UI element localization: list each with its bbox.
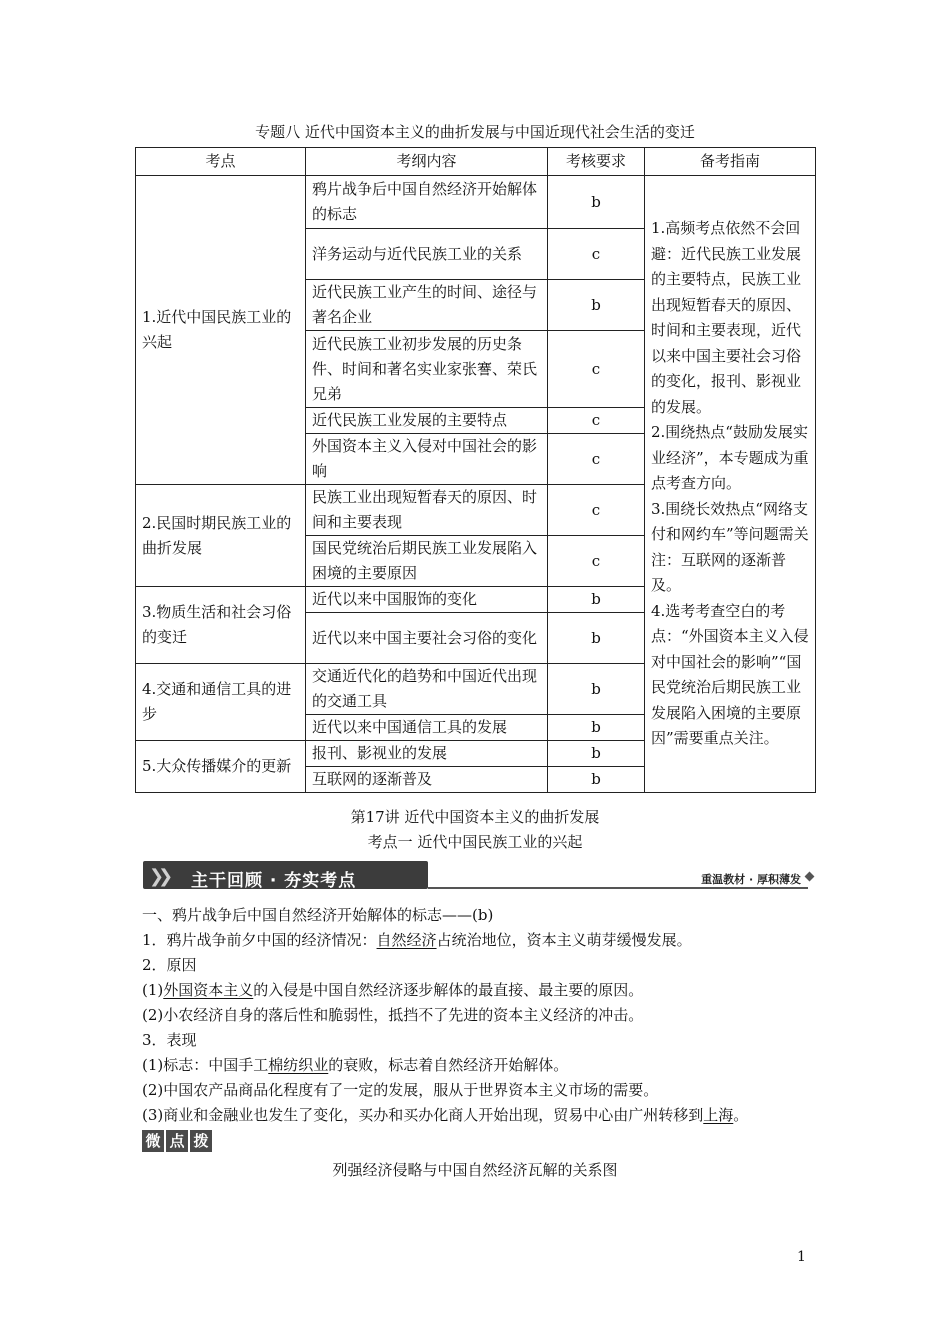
tip-char: 拨: [190, 1130, 212, 1152]
group-name: 3.物质生活和社会习俗的变迁: [136, 587, 306, 664]
requirement-cell: b: [548, 664, 645, 715]
content-cell: 互联网的逐渐普及: [306, 767, 548, 793]
group-name: 5.大众传播媒介的更新: [136, 741, 306, 793]
requirement-cell: b: [548, 176, 645, 229]
content-cell: 报刊、影视业的发展: [306, 741, 548, 767]
banner-main-text: 主干回顾 · 夯实考点: [191, 871, 357, 891]
tip-char: 微: [142, 1130, 164, 1152]
paragraph: (2)小农经济自身的落后性和脆弱性，抵挡不了先进的资本主义经济的冲击。: [142, 1006, 644, 1024]
underlined-term: 棉纺织业: [268, 1056, 329, 1074]
header-kaodian: 考点: [136, 148, 306, 176]
content-cell: 近代民族工业发展的主要特点: [306, 408, 548, 434]
content-cell: 外国资本主义入侵对中国社会的影响: [306, 434, 548, 485]
underlined-term: 外国资本主义: [163, 981, 254, 999]
table-row: [136, 176, 816, 229]
banner-divider: [428, 887, 808, 889]
section-banner: [143, 859, 815, 891]
paragraph: 3．表现: [142, 1031, 197, 1049]
requirement-cell: c: [548, 485, 645, 536]
requirement-cell: b: [548, 715, 645, 741]
content-cell: 近代民族工业初步发展的历史条件、时间和著名实业家张謇、荣氏兄弟: [306, 331, 548, 408]
underlined-term: 自然经济: [376, 931, 437, 949]
requirement-cell: b: [548, 280, 645, 331]
group-name: 4.交通和通信工具的进步: [136, 664, 306, 741]
content-cell: 民族工业出现短暂春天的原因、时间和主要表现: [306, 485, 548, 536]
exam-outline-table: [135, 147, 816, 793]
header-content: 考纲内容: [306, 148, 548, 176]
section-heading: 一、鸦片战争后中国自然经济开始解体的标志——(b): [142, 906, 494, 924]
paragraph: 1．鸦片战争前夕中国的经济情况：自然经济占统治地位，资本主义萌芽缓慢发展。: [142, 931, 692, 949]
paragraph: 2．原因: [142, 956, 197, 974]
content-cell: 鸦片战争后中国自然经济开始解体的标志: [306, 176, 548, 229]
double-chevron-icon: ❯❯: [149, 866, 168, 887]
header-guide: 备考指南: [645, 148, 816, 176]
tip-char: 点: [166, 1130, 188, 1152]
requirement-cell: b: [548, 613, 645, 664]
content-cell: 国民党统治后期民族工业发展陷入困境的主要原因: [306, 536, 548, 587]
paragraph: (2)中国农产品商品化程度有了一定的发展，服从于世界资本主义市场的需要。: [142, 1081, 659, 1099]
requirement-cell: b: [548, 587, 645, 613]
guide-item: 2.围绕热点“鼓励发展实业经济”，本专题成为重点考查方向。: [651, 423, 809, 493]
guide-cell: [645, 176, 816, 793]
requirement-cell: c: [548, 434, 645, 485]
group-name: 2.民国时期民族工业的曲折发展: [136, 485, 306, 587]
requirement-cell: b: [548, 767, 645, 793]
banner-slogan: 重温教材 · 厚积薄发: [701, 873, 801, 886]
page-number: 1: [797, 1249, 806, 1265]
kaodian-title: 考点一 近代中国民族工业的兴起: [367, 833, 583, 851]
requirement-cell: c: [548, 536, 645, 587]
paragraph: (1)外国资本主义的入侵是中国自然经济逐步解体的最直接、最主要的原因。: [142, 981, 644, 999]
content-cell: 近代以来中国通信工具的发展: [306, 715, 548, 741]
requirement-cell: c: [548, 229, 645, 280]
guide-item: 1.高频考点依然不会回避：近代民族工业发展的主要特点，民族工业出现短暂春天的原因、时间和主要表现，近代以来中国主要社会习俗的变化，报刊、影视业的发展。: [651, 219, 802, 416]
requirement-cell: b: [548, 741, 645, 767]
tip-badge: [142, 1130, 212, 1152]
lecture-title: 第17讲 近代中国资本主义的曲折发展: [350, 808, 600, 826]
requirement-cell: c: [548, 331, 645, 408]
banner-bar: [143, 861, 428, 889]
content-cell: 近代以来中国服饰的变化: [306, 587, 548, 613]
paragraph: (1)标志：中国手工棉纺织业的衰败，标志着自然经济开始解体。: [142, 1056, 569, 1074]
group-name: 1.近代中国民族工业的兴起: [136, 176, 306, 485]
guide-item: 4.选考考查空白的考点：“外国资本主义入侵对中国社会的影响”“国民党统治后期民族工业发展陷入困境的主要原因”需要重点关注。: [651, 601, 809, 748]
content-cell: 近代以来中国主要社会习俗的变化: [306, 613, 548, 664]
underlined-term: 上海: [703, 1106, 734, 1124]
diamond-icon: [805, 872, 815, 882]
guide-item: 3.围绕长效热点“网络支付和网约车”等问题需关注：互联网的逐渐普及。: [651, 499, 809, 595]
page-title: 专题八 近代中国资本主义的曲折发展与中国近现代社会生活的变迁: [255, 123, 695, 141]
requirement-cell: c: [548, 408, 645, 434]
diagram-title: 列强经济侵略与中国自然经济瓦解的关系图: [332, 1161, 618, 1179]
content-cell: 交通近代化的趋势和中国近代出现的交通工具: [306, 664, 548, 715]
table-header-row: [136, 148, 816, 176]
content-cell: 洋务运动与近代民族工业的关系: [306, 229, 548, 280]
paragraph: (3)商业和金融业也发生了变化，买办和买办化商人开始出现，贸易中心由广州转移到上海。: [142, 1106, 749, 1124]
content-cell: 近代民族工业产生的时间、途径与著名企业: [306, 280, 548, 331]
header-requirement: 考核要求: [548, 148, 645, 176]
